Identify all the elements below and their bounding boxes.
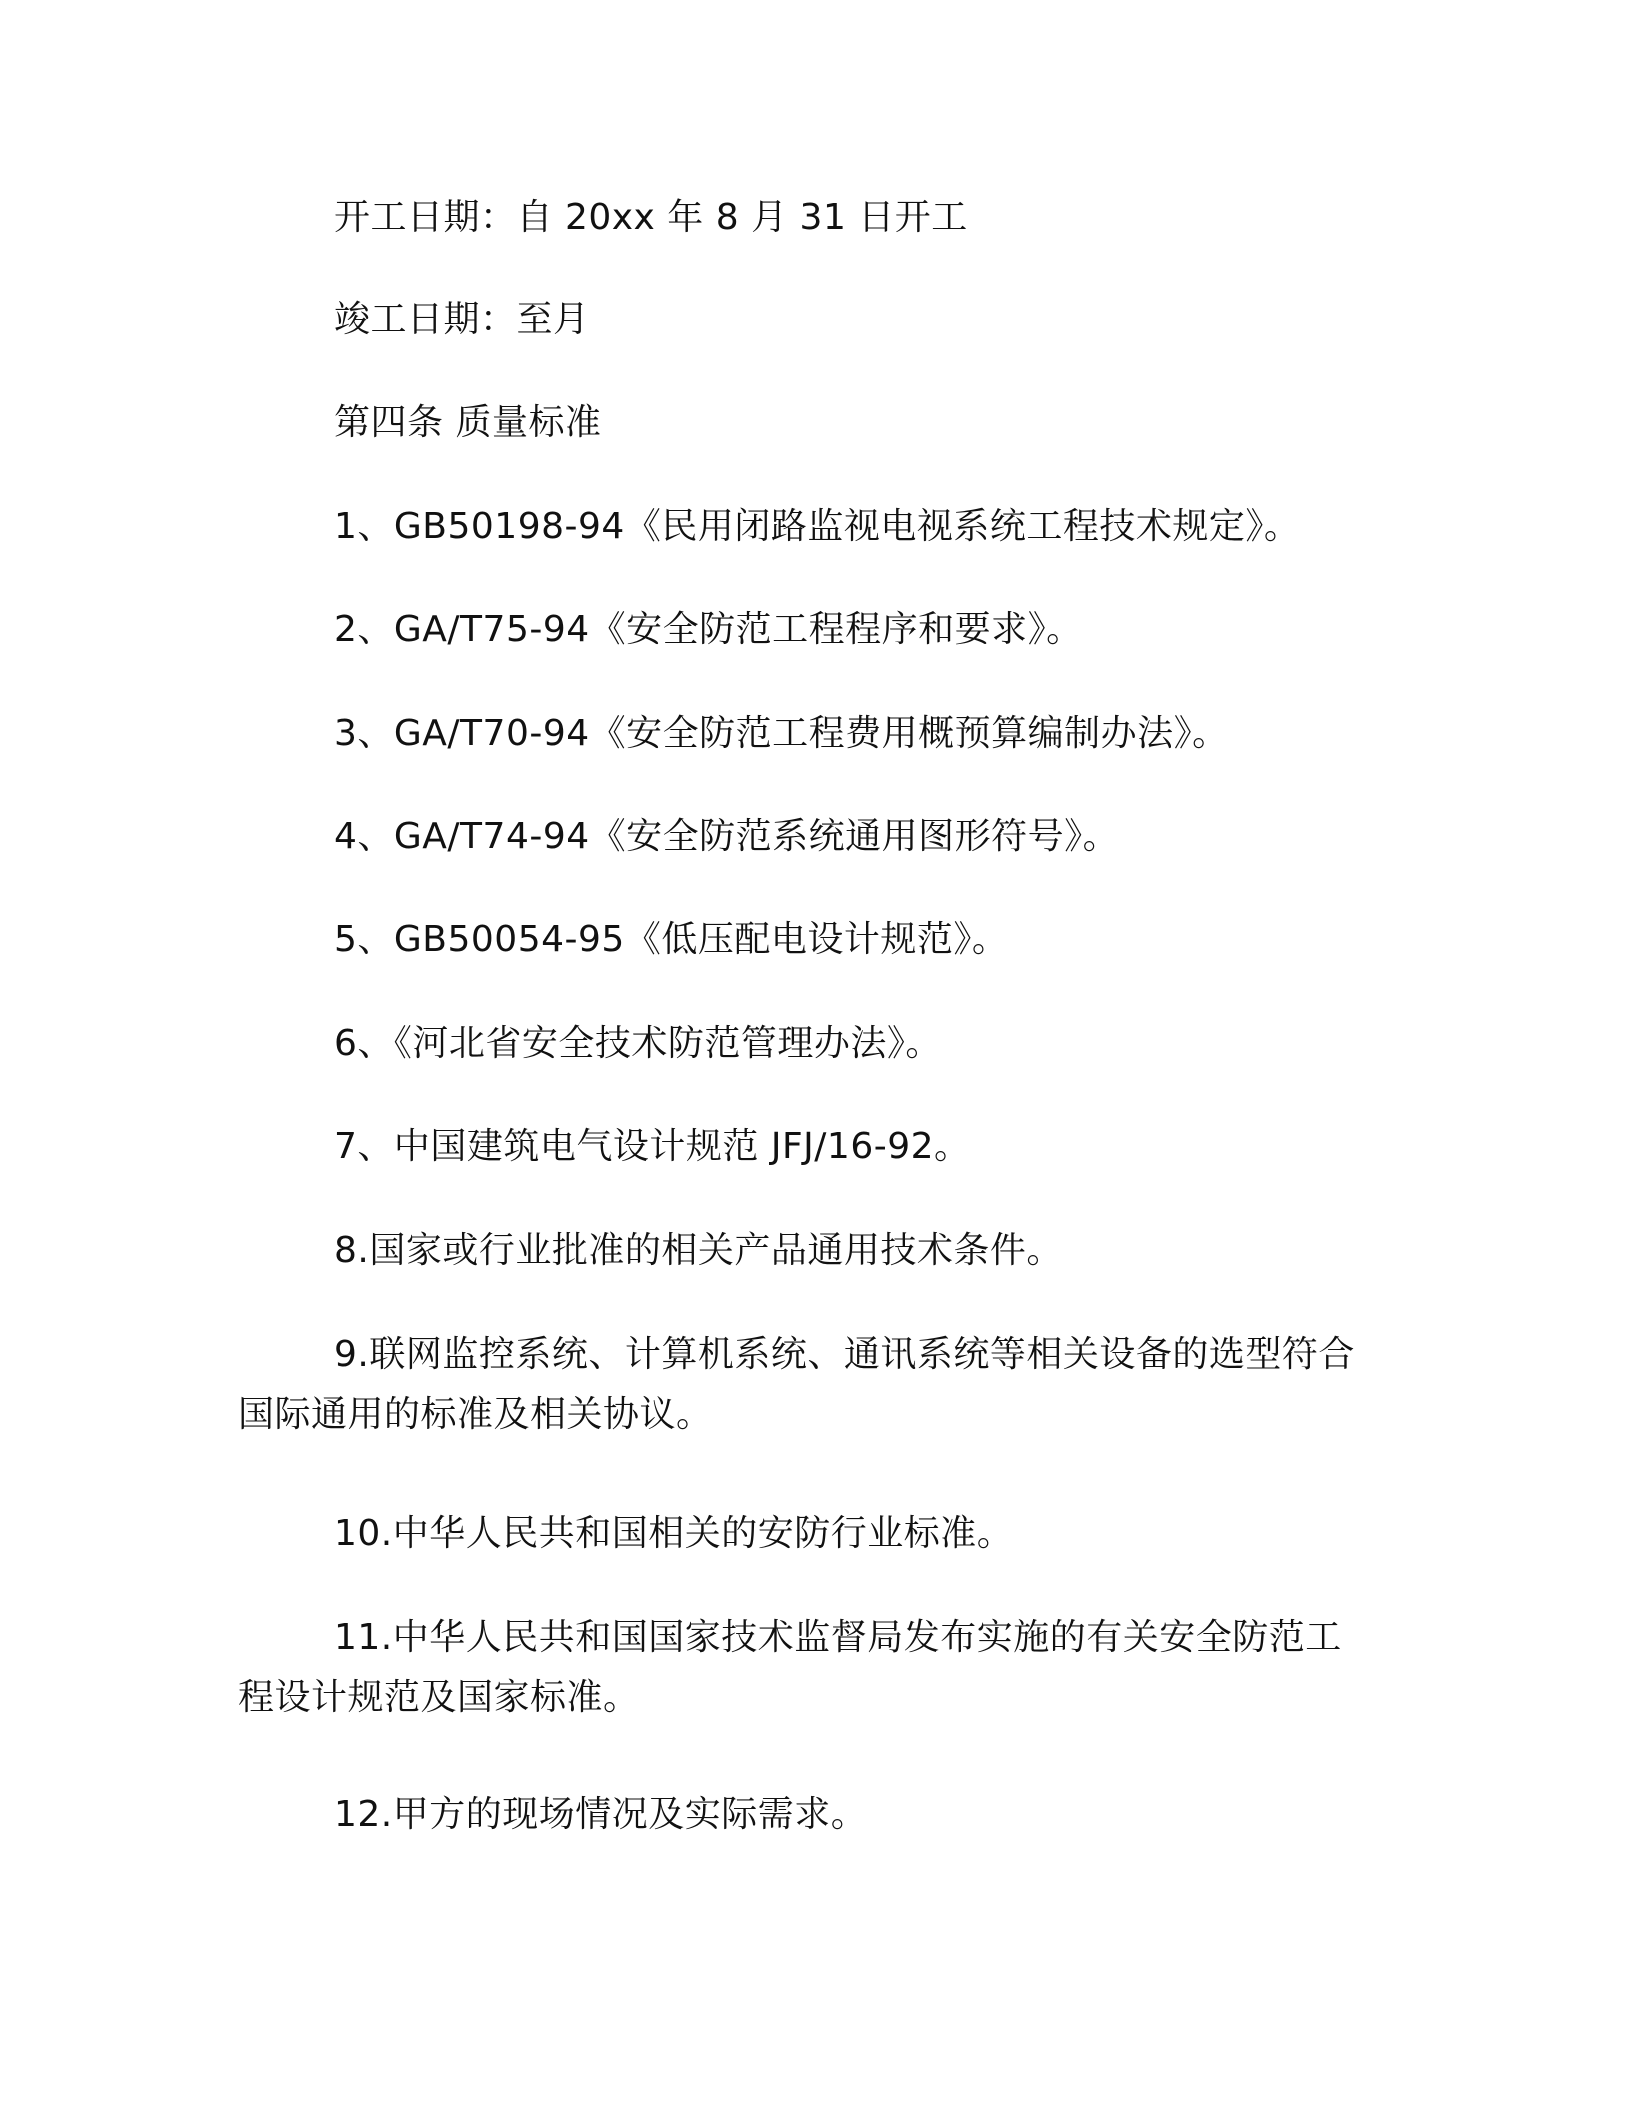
- end-date: 竣工日期：至月: [334, 299, 590, 340]
- list-item: 10.中华人民共和国相关的安防行业标准。: [334, 1513, 1014, 1554]
- list-item: 1、GB50198-94《民用闭路监视电视系统工程技术规定》。: [334, 506, 1301, 547]
- list-item: 8.国家或行业批准的相关产品通用技术条件。: [334, 1230, 1063, 1271]
- list-item: 7、中国建筑电气设计规范 JFJ/16-92。: [334, 1126, 971, 1167]
- list-item: 3、GA/T70-94《安全防范工程费用概预算编制办法》。: [334, 713, 1229, 754]
- list-item: 2、GA/T75-94《安全防范工程程序和要求》。: [334, 609, 1083, 650]
- list-item: 11.中华人民共和国国家技术监督局发布实施的有关安全防范工程设计规范及国家标准。: [238, 1617, 1342, 1718]
- list-item: 4、GA/T74-94《安全防范系统通用图形符号》。: [334, 816, 1120, 857]
- list-item: 6、《河北省安全技术防范管理办法》。: [334, 1023, 942, 1064]
- section-title: 第四条 质量标准: [334, 402, 602, 443]
- start-date: 开工日期：自 20xx 年 8 月 31 日开工: [334, 197, 968, 238]
- list-item: 12.甲方的现场情况及实际需求。: [334, 1794, 868, 1835]
- list-item: 5、GB50054-95《低压配电设计规范》。: [334, 919, 1009, 960]
- list-item: 9.联网监控系统、计算机系统、通讯系统等相关设备的选型符合国际通用的标准及相关协议。: [238, 1334, 1355, 1435]
